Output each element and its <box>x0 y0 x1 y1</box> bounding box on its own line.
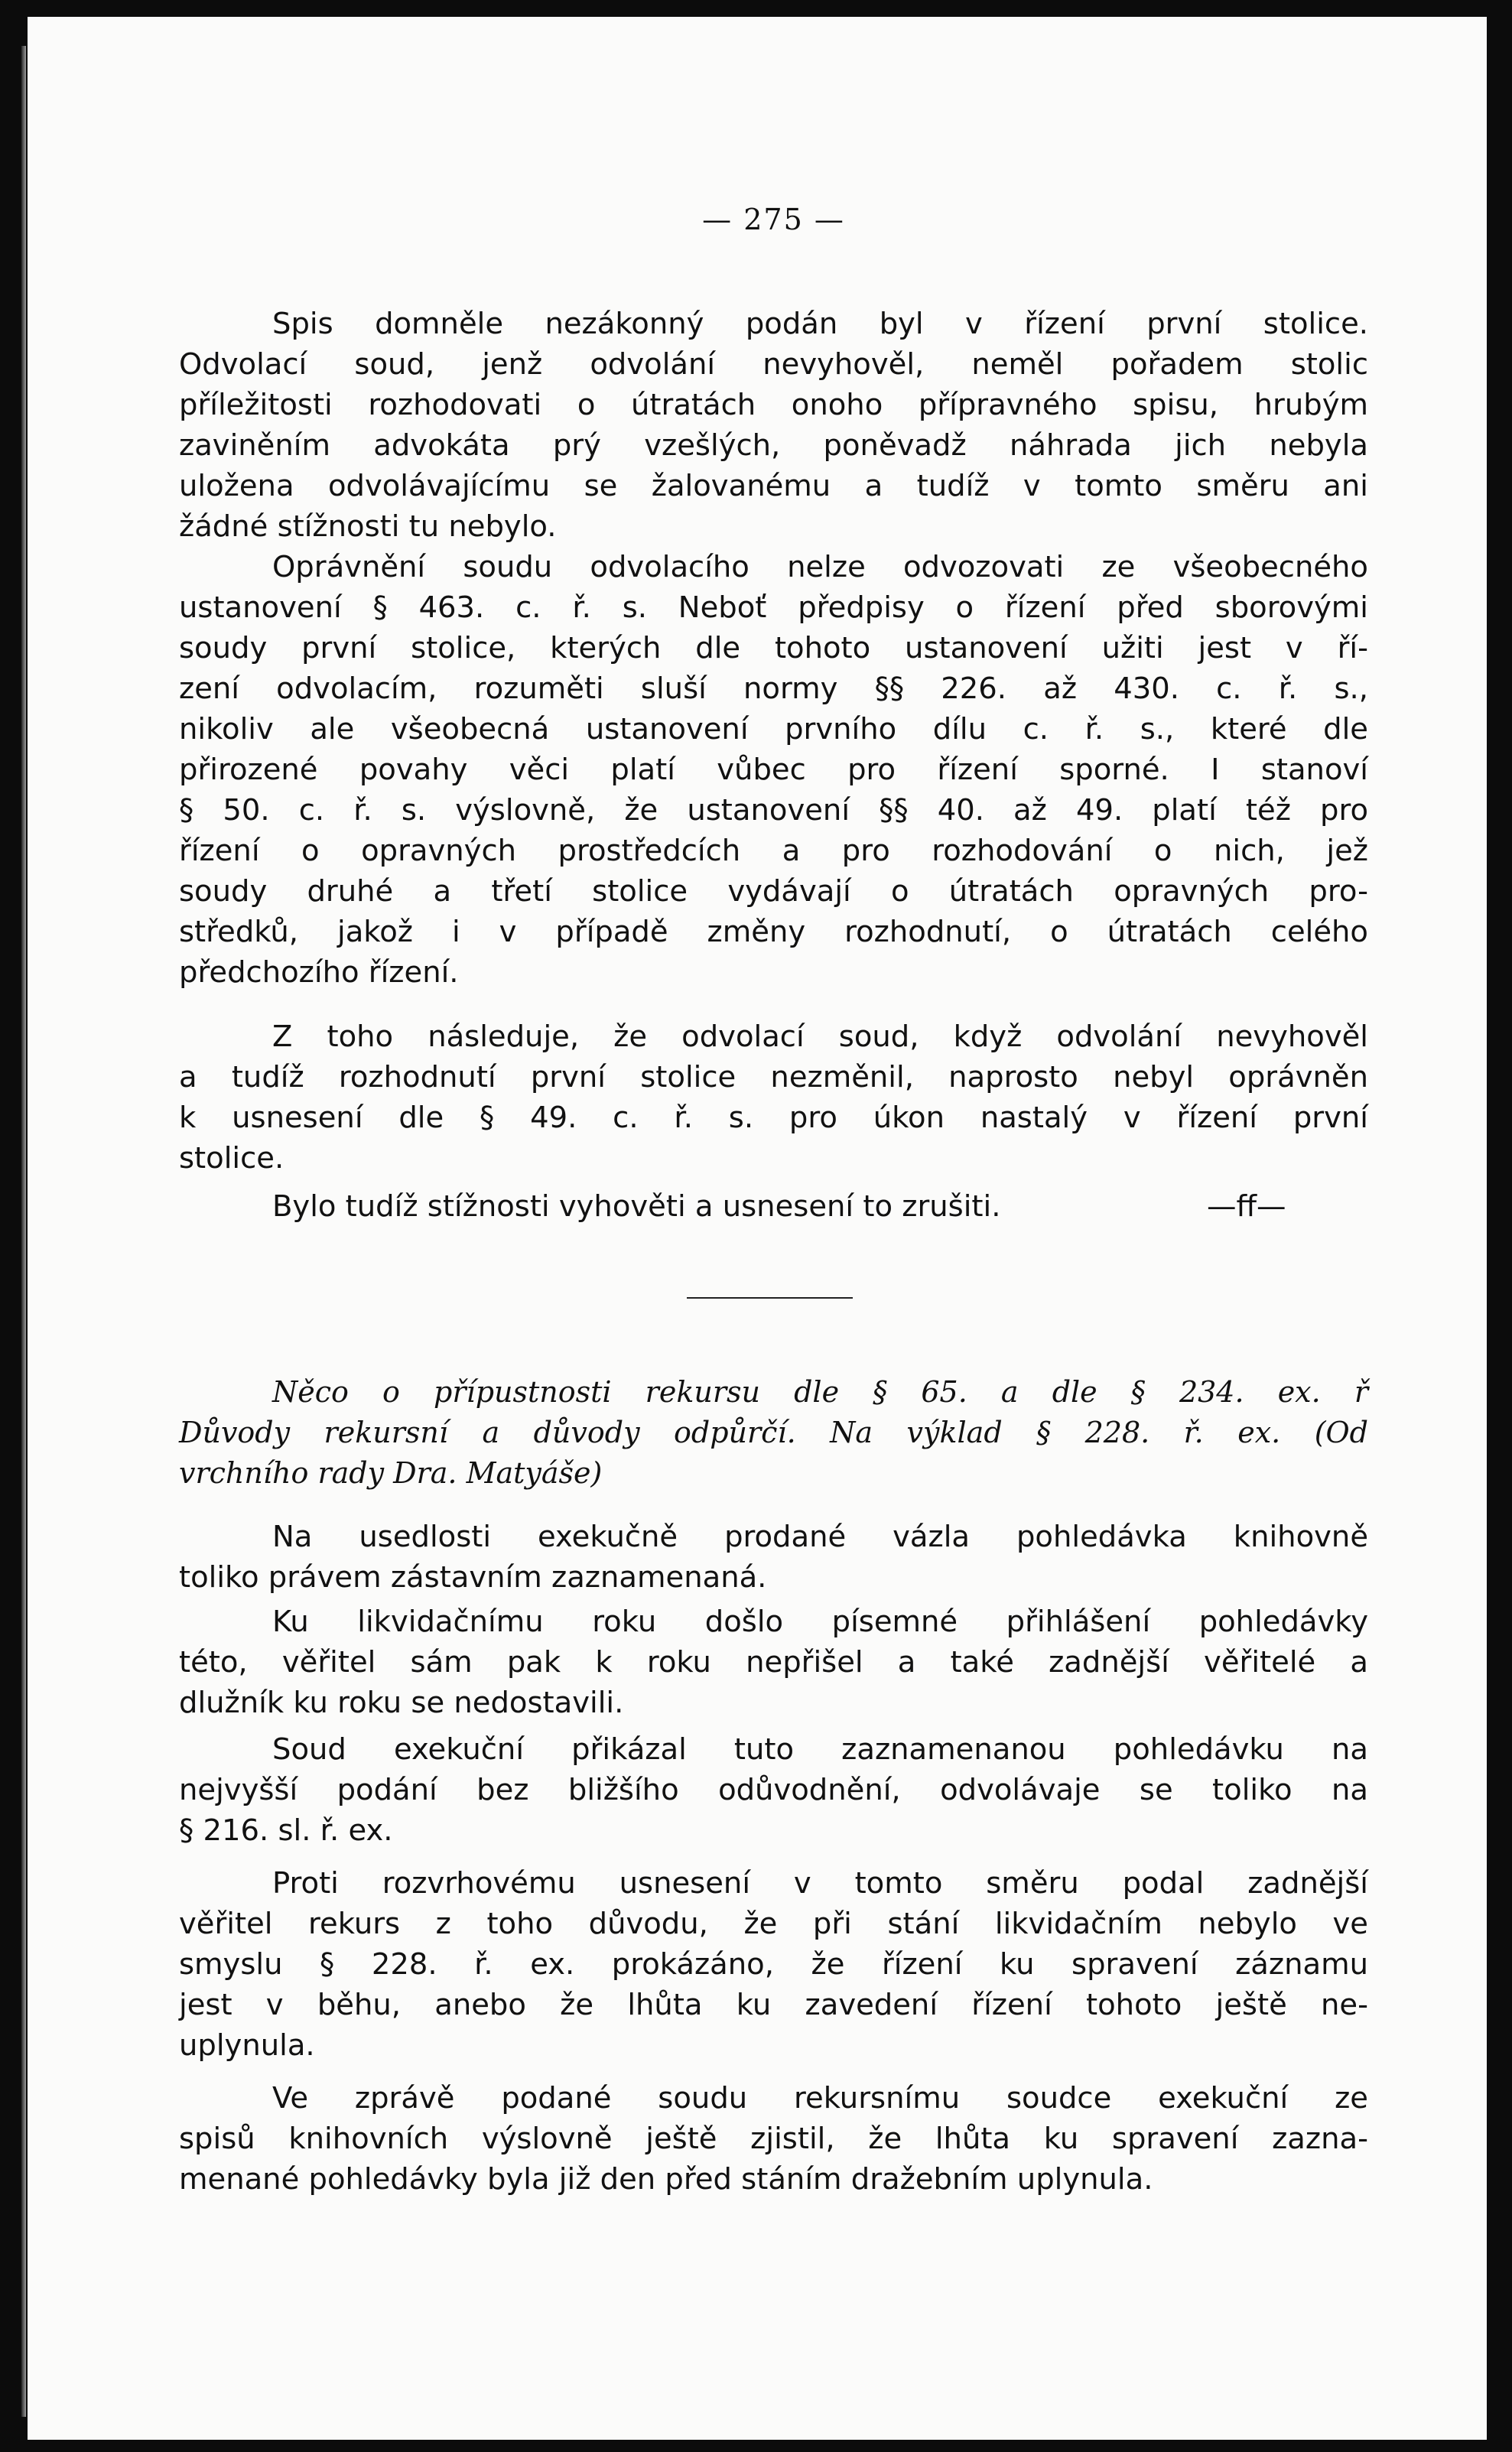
text-line: jest v běhu, anebo že lhůta ku zavedení řízení tohoto ještě ne- <box>179 1988 1368 2022</box>
text-line: zení odvolacím, rozuměti sluší normy §§ 226. až 430. c. ř. s., <box>179 672 1368 706</box>
section-divider <box>687 1297 853 1299</box>
text-line: Ku likvidačnímu roku došlo písemné přihlášení pohledávky <box>272 1605 1368 1639</box>
text-line: nikoliv ale všeobecná ustanovení prvního dílu c. ř. s., které dle <box>179 712 1368 746</box>
page-edge-shadow <box>21 46 26 2417</box>
text-line: řízení o opravných prostředcích a pro rozhodování o nich, jež <box>179 834 1368 868</box>
text-line: nejvyšší podání bez bližšího odůvodnění, odvolávaje se toliko na <box>179 1773 1368 1807</box>
text-line: příležitosti rozhodovati o útratách onoho přípravného spisu, hrubým <box>179 388 1368 422</box>
text-line: uložena odvolávajícímu se žalovanému a tudíž v tomto směru ani <box>179 469 1368 503</box>
text-line: Z toho následuje, že odvolací soud, když odvolání nevyhověl <box>272 1019 1368 1054</box>
text-line: § 50. c. ř. s. výslovně, že ustanovení §§ 40. až 49. platí též pro <box>179 793 1368 828</box>
text-line: žádné stížnosti tu nebylo. <box>179 509 557 544</box>
text-line: ustanovení § 463. c. ř. s. Neboť předpisy o řízení před sborovými <box>179 590 1368 625</box>
text-line: soudy první stolice, kterých dle tohoto ustanovení užiti jest v ří- <box>179 631 1368 665</box>
text-line: toliko právem zástavním zaznamenaná. <box>179 1560 767 1595</box>
text-line: Oprávnění soudu odvolacího nelze odvozovati ze všeobecného <box>272 550 1368 584</box>
text-line: soudy druhé a třetí stolice vydávají o útratách opravných pro- <box>179 874 1368 909</box>
text-line: středků, jakož i v případě změny rozhodnutí, o útratách celého <box>179 915 1368 949</box>
text-line: smyslu § 228. ř. ex. prokázáno, že řízení ku spravení záznamu <box>179 1947 1368 1982</box>
text-line: stolice. <box>179 1141 285 1176</box>
page-number: — 275 — <box>702 203 845 236</box>
article-title-line: Důvody rekursní a důvody odpůrčí. Na výklad § 228. ř. ex. (Od <box>179 1416 1368 1449</box>
article-title-line: vrchního rady Dra. Matyáše) <box>179 1456 603 1490</box>
text-line: § 216. sl. ř. ex. <box>179 1813 393 1848</box>
text-line: Ve zprávě podané soudu rekursnímu soudce exekuční ze <box>272 2081 1368 2115</box>
text-line: této, věřitel sám pak k roku nepřišel a také zadnější věřitelé a <box>179 1645 1368 1680</box>
text-line: a tudíž rozhodnutí první stolice nezměnil, naprosto nebyl oprávněn <box>179 1060 1368 1094</box>
text-line: předchozího řízení. <box>179 955 459 990</box>
text-line: Soud exekuční přikázal tuto zaznamenanou pohledávku na <box>272 1732 1368 1767</box>
text-line: Spis domněle nezákonný podán byl v řízení první stolice. <box>272 307 1368 341</box>
text-line: přirozené povahy věci platí vůbec pro řízení sporné. I stanoví <box>179 753 1368 787</box>
article-title-line: Něco o přípustnosti rekursu dle § 65. a dle § 234. ex. ř <box>272 1375 1368 1409</box>
author-signature: —ff— <box>1207 1189 1286 1224</box>
text-line: Proti rozvrhovému usnesení v tomto směru podal zadnější <box>272 1866 1368 1901</box>
text-line: dlužník ku roku se nedostavili. <box>179 1686 624 1720</box>
text-line: uplynula. <box>179 2028 315 2063</box>
text-line: k usnesení dle § 49. c. ř. s. pro úkon nastalý v řízení první <box>179 1101 1368 1135</box>
text-line: Odvolací soud, jenž odvolání nevyhověl, neměl pořadem stolic <box>179 347 1368 382</box>
document-page <box>28 17 1487 2440</box>
text-line: menané pohledávky byla již den před stáním dražebním uplynula. <box>179 2162 1153 2197</box>
text-line: Bylo tudíž stížnosti vyhověti a usnesení to zrušiti. <box>272 1189 1001 1224</box>
text-line: zaviněním advokáta prý vzešlých, poněvadž náhrada jich nebyla <box>179 428 1368 463</box>
text-line: Na usedlosti exekučně prodané vázla pohledávka knihovně <box>272 1520 1368 1554</box>
text-line: spisů knihovních výslovně ještě zjistil, že lhůta ku spravení zazna- <box>179 2122 1368 2156</box>
text-line: věřitel rekurs z toho důvodu, že při stání likvidačním nebylo ve <box>179 1907 1368 1941</box>
